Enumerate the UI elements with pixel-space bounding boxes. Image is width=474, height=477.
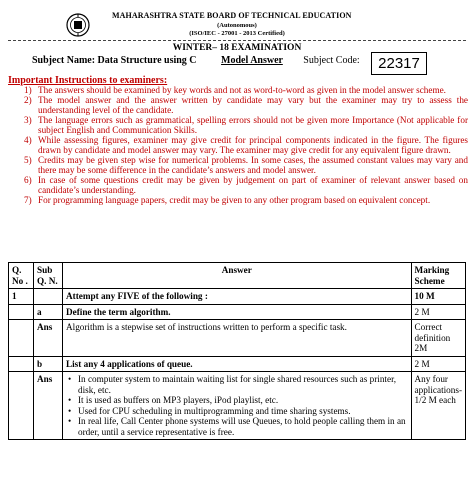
list-item: • Used for CPU scheduling in multiprogramming and time sharing systems.	[68, 405, 351, 416]
instructions-list	[8, 85, 468, 205]
sub-q	[34, 289, 63, 305]
mark-cell: Correct definition 2M	[411, 320, 465, 357]
header-q-no: Q. No .	[9, 263, 34, 289]
q-number	[9, 320, 34, 357]
instruction-item: 6) In case of some questions credit may be given by judgement on part of examiner of relevant answer based on candidate’s understanding.	[24, 175, 468, 195]
mark-cell: 2 M	[411, 304, 465, 320]
q-number	[9, 304, 34, 320]
iso-certification: (ISO/IEC - 27001 - 2013 Certified)	[189, 30, 285, 37]
exam-title: WINTER– 18 EXAMINATION	[172, 43, 302, 53]
header-sub-q: Sub Q. N.	[34, 263, 63, 289]
list-item: • In real life, Call Center phone systems will use Queues, to hold people calling them in an order, until a service representative is free.	[68, 416, 406, 437]
q-number: 1	[9, 289, 34, 305]
answer-cell: Algorithm is a stepwise set of instructions written to perform a specific task.	[63, 320, 412, 357]
mark-cell: Any four applications- 1/2 M each	[411, 372, 465, 440]
subject-name: Subject Name: Data Structure using C	[32, 55, 197, 66]
q-number	[9, 372, 34, 440]
list-item: • In computer system to maintain waiting list for single shared resources such as printer, disk, etc.	[68, 374, 397, 395]
table-header-row	[9, 263, 466, 289]
document-header	[0, 6, 474, 40]
sub-q: b	[34, 356, 63, 372]
list-item: • It is used as buffers on MP3 players, iPod playlist, etc.	[68, 395, 279, 405]
instruction-item: 7) For programming language papers, credit may be given to any other program based on equivalent concept.	[24, 195, 431, 205]
instruction-item: 2) The model answer and the answer written by candidate may vary but the examiner may try to assess the understanding level of the candidate.	[24, 95, 468, 115]
applications-list	[66, 374, 408, 437]
instruction-item: 1) The answers should be examined by key words and not as word-to-word as given in the model answer scheme.	[24, 85, 446, 95]
table-row	[9, 289, 466, 305]
header-divider	[8, 40, 466, 41]
table-row	[9, 304, 466, 320]
instruction-item: 4) While assessing figures, examiner may give credit for principal components indicated in the figure. The figures drawn by candidate and model answer may vary. The examiner may give credit for any equivalent figure drawn.	[24, 135, 468, 155]
bullet-icon: •	[68, 416, 72, 426]
model-answer-label: Model Answer	[221, 55, 283, 66]
header-marking: Marking Scheme	[411, 263, 465, 289]
sub-q: Ans	[34, 320, 63, 357]
instruction-item: 5) Credits may be given step wise for numerical problems. In some cases, the assumed constant values may vary and there may be some difference in the candidate’s answers and model answer.	[24, 155, 468, 175]
answer-cell	[63, 372, 412, 440]
subject-code-box: 22317	[371, 52, 427, 75]
board-name: MAHARASHTRA STATE BOARD OF TECHNICAL EDUCATION	[112, 11, 352, 20]
subject-code-label: Subject Code:	[303, 55, 360, 66]
answer-cell: List any 4 applications of queue.	[63, 356, 412, 372]
table-row	[9, 320, 466, 357]
answer-cell: Attempt any FIVE of the following :	[63, 289, 412, 305]
header-answer: Answer	[63, 263, 412, 289]
sub-q: Ans	[34, 372, 63, 440]
answer-cell: Define the term algorithm.	[63, 304, 412, 320]
bullet-icon: •	[68, 405, 72, 416]
mark-cell: 2 M	[411, 356, 465, 372]
instructions-title: Important Instructions to examiners:	[8, 75, 168, 86]
sub-q: a	[34, 304, 63, 320]
subject-line	[32, 55, 360, 66]
bullet-icon: •	[68, 374, 72, 384]
table-row	[9, 372, 466, 440]
mark-cell: 10 M	[411, 289, 465, 305]
autonomous-label: (Autonomous)	[217, 22, 257, 29]
bullet-icon: •	[68, 395, 72, 405]
instruction-item: 3) The language errors such as grammatical, spelling errors should not be given more Importance (Not applicable for subject English and Communication Skills.	[24, 115, 468, 135]
q-number	[9, 356, 34, 372]
answer-table	[8, 262, 466, 440]
table-row	[9, 356, 466, 372]
